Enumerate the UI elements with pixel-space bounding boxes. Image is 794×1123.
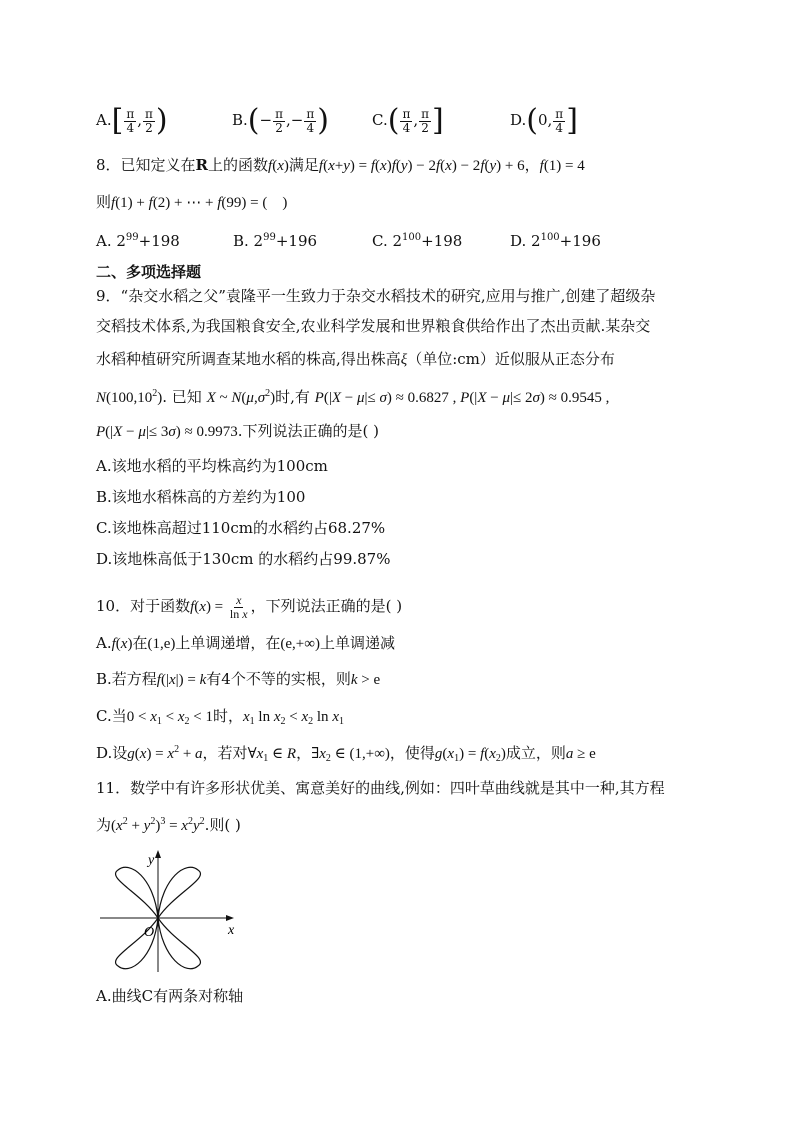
q9-option-d: D.该地株高低于130cm 的水稻约占99.87% — [96, 550, 391, 568]
x-axis-arrow — [226, 915, 234, 921]
q11-line1: 11．数学中有许多形状优美、寓意美好的曲线,例如：四叶草曲线就是其中一种,其方程 — [96, 779, 665, 797]
text: D. 2 — [510, 232, 541, 250]
text: （单位:cm）近似服从正态分布 — [407, 350, 615, 368]
q11-option-a: A.曲线C有两条对称轴 — [96, 987, 244, 1005]
text: 10．对于函数 — [96, 596, 191, 615]
text: 时,有 — [275, 388, 310, 406]
text: .下列说法正确的是( ) — [237, 422, 379, 440]
text: . 已知 — [162, 388, 202, 406]
text: A. — [96, 634, 112, 652]
section-heading: 二、多项选择题 — [96, 263, 202, 281]
four-leaf-curve-figure — [96, 848, 246, 974]
text: +198 — [138, 232, 180, 250]
text: 上单调递增，在 — [175, 634, 281, 652]
q10-stem: 10．对于函数f(x) = $\frac{x}{\text{ln x}}$ ，下列说法正确的是( ) — [96, 593, 403, 621]
option-letter: D. — [510, 111, 527, 129]
y-axis-label: y — [148, 853, 155, 868]
text: 100 — [402, 232, 422, 243]
text: 满足 — [288, 156, 319, 174]
q8-option-c — [372, 228, 462, 251]
text: 99 — [125, 232, 139, 243]
q7-option-c: C.( $\frac{\pi}{4}$ , $\frac{\pi}{2}$ ] — [372, 103, 444, 138]
q10-option-c: C.当$0 < x_1 < x_2 < 1$时，$x_1$ $\ln x_2 < x_2$ $\ln x_1$ — [96, 707, 344, 727]
q10-option-a: A.f(x)在(1,e)上单调递增，在(e,+∞)上单调递减 — [96, 634, 395, 652]
q9-line5: P(|X − μ|≤ 3σ) ≈ 0.9973.下列说法正确的是( ) — [96, 422, 379, 440]
text: A. 2 — [96, 232, 126, 250]
leaf-top-left — [116, 867, 158, 918]
text: +196 — [275, 232, 318, 250]
q10-option-b: B.若方程f(|x|) = k有4个不等的实根，则k > e — [96, 670, 381, 688]
text: 水稻种植研究所调查某地水稻的株高,得出株高 — [96, 350, 401, 368]
text: 上单调递减 — [319, 634, 395, 652]
q8-stem: 8．已知定义在R上的函数f(x)满足f(x+y) = f(x)f(y) − 2f(x) − 2f(y) + 6，f(1) = 4 — [96, 156, 585, 174]
text: 8．已知定义在 — [96, 156, 196, 174]
q7-option-d: D.(0, $\frac{\pi}{4}$ ] — [510, 103, 578, 138]
text: R — [195, 156, 209, 174]
text: C. 2 — [372, 232, 403, 250]
option-letter: C. — [372, 111, 388, 129]
text: C.当 — [96, 707, 127, 725]
text: B. 2 — [233, 232, 264, 250]
q7-option-a: A.[ $\frac{\pi}{4}$ , $\frac{\pi}{2}$ ) — [96, 103, 168, 138]
text: .则( ) — [204, 816, 241, 834]
q9-option-a: A.该地水稻的平均株高约为100cm — [96, 457, 328, 475]
q9-line4: N(100,10$^2$). 已知 X ~ $N(\mu,\sigma^2)$时,有 P(|X − μ|≤ σ) ≈ 0.6827 , P(|X − μ|≤ 2σ) ≈ 0.9545 , — [96, 388, 610, 406]
text: B.若方程 — [96, 670, 157, 688]
text: 在 — [132, 634, 148, 652]
q9-line2: 交稻技术体系,为我国粮食安全,农业科学发展和世界粮食供给作出了杰出贡献.某杂交 — [96, 317, 651, 335]
q8-option-d — [510, 228, 601, 251]
text: 100 — [540, 232, 560, 243]
text: +196 — [559, 232, 601, 250]
text: ， — [524, 156, 540, 174]
text: 99 — [263, 232, 276, 243]
option-letter: A. — [96, 111, 112, 129]
text: 成立，则 — [505, 744, 566, 762]
text: 为 — [96, 816, 112, 834]
text: D.设 — [96, 744, 128, 762]
leaf-top-right — [158, 867, 200, 918]
x-axis-label: x — [228, 923, 235, 938]
q9-line3: 水稻种植研究所调查某地水稻的株高,得出株高ξ（单位:cm）近似服从正态分布 — [96, 350, 615, 368]
text: ，使得 — [389, 744, 435, 762]
q8-option-b — [233, 228, 317, 251]
q8-stem-line2: 则f(1) + f(2) + ⋯ + f(99) = ( ) — [96, 193, 288, 211]
q11-line2: 为$(x^2 + y^2)^3 = x^2y^2$.则( ) — [96, 816, 241, 834]
text: +198 — [421, 232, 463, 250]
text: 则 — [96, 193, 112, 211]
q7-option-b: B.(− $\frac{\pi}{2}$ ,− $\frac{\pi}{4}$ ) — [232, 103, 329, 138]
q9-option-b: B.该地水稻株高的方差约为100 — [96, 488, 306, 506]
text: ， — [296, 744, 312, 762]
text: ，若对 — [202, 744, 248, 762]
y-axis-arrow — [155, 850, 161, 858]
q9-line1: 9．“杂交水稻之父”袁隆平一生致力于杂交水稻技术的研究,应用与推广,创建了超级杂 — [96, 287, 656, 305]
option-letter: B. — [232, 111, 248, 129]
text: ，下列说法正确的是( ) — [250, 596, 403, 615]
q10-option-d: D.设$g(x) = x^2 + a$，若对$\forall x_1$ ∈ R，$\exists x_2$ ∈ (1,+∞)，使得$g(x_1) = f(x_2)$成立，则a ≥ e — [96, 744, 596, 764]
text: 上的函数 — [208, 156, 269, 174]
origin-label: O — [144, 925, 155, 940]
q8-option-a — [96, 228, 180, 251]
text: 时， — [212, 707, 243, 725]
leaf-bottom-right — [158, 918, 200, 969]
q9-option-c: C.该地株高超过110cm的水稻约占68.27% — [96, 519, 386, 537]
text: 有4个不等的实根，则 — [206, 670, 351, 688]
